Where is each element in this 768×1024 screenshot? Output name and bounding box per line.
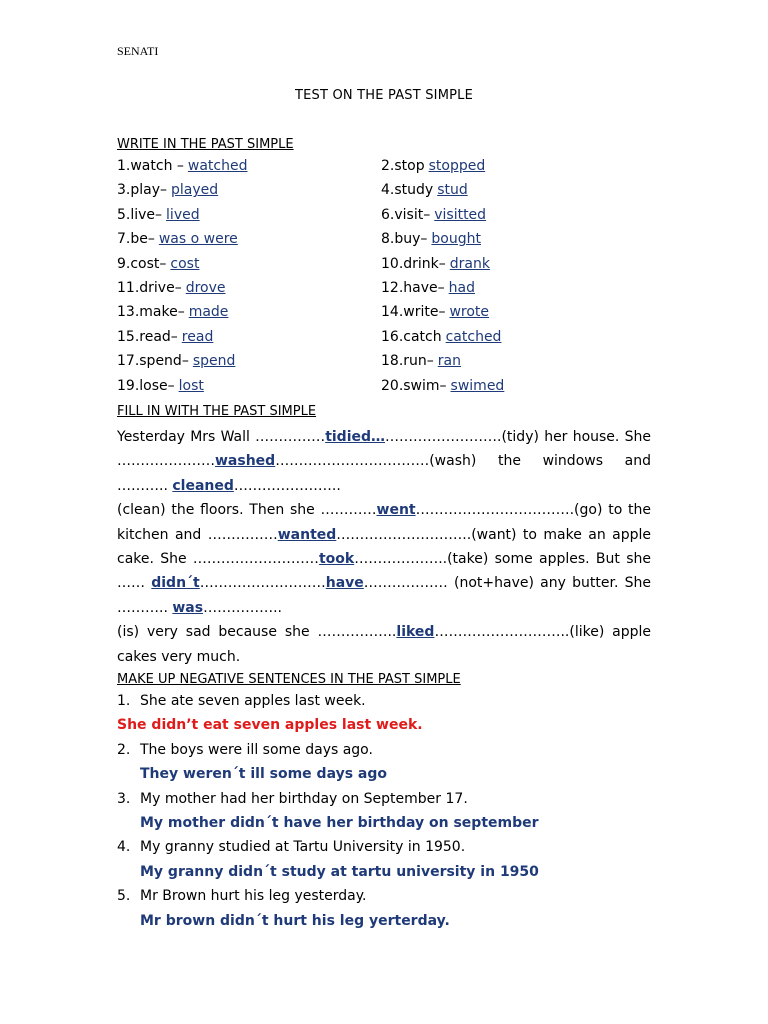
verb-prompt: 12.have– — [381, 279, 445, 296]
verb-answer: ran — [437, 353, 461, 370]
verb-prompt: 8.buy– — [381, 231, 428, 248]
verb-prompt: 2.stop — [381, 158, 425, 174]
verb-row — [117, 207, 657, 231]
fill-answer: didn´t — [151, 575, 200, 592]
fill-answer: wanted — [277, 526, 337, 543]
verb-pair-right — [381, 158, 485, 174]
fill-text: ………………………..(want) to make an apple cake. She ……………………… — [117, 526, 651, 568]
negative-sentences-list — [117, 693, 657, 937]
verb-answer: catched — [445, 328, 502, 345]
verb-prompt: 15.read– — [117, 328, 178, 345]
negative-item-question — [117, 693, 657, 717]
negative-answer: My mother didn´t have her birthday on september — [140, 814, 539, 831]
fill-text: ………………..(take) some apples. But she …… — [117, 551, 651, 592]
verb-answer: visitted — [434, 206, 487, 223]
document-header: SENATI — [117, 44, 159, 58]
verb-prompt: 10.drink– — [381, 255, 446, 272]
verb-pair-right — [381, 280, 475, 296]
fill-answer: have — [325, 575, 364, 592]
verb-prompt: 17.spend– — [117, 353, 189, 370]
verb-pair-right — [381, 207, 486, 223]
verb-pair-right — [381, 353, 461, 369]
question-text: The boys were ill some days ago. — [140, 741, 373, 758]
verb-row — [117, 378, 657, 402]
verb-prompt: 13.make– — [117, 304, 185, 321]
item-number: 5. — [117, 888, 131, 905]
question-text: My mother had her birthday on September 17. — [140, 790, 468, 807]
verb-pair-left — [117, 353, 235, 369]
verb-row — [117, 158, 657, 182]
verb-pair-right — [381, 256, 490, 272]
fill-answer: went — [376, 502, 416, 519]
section-heading-negative: MAKE UP NEGATIVE SENTENCES IN THE PAST SIMPLE — [117, 672, 461, 687]
negative-answer: She didn’t eat seven apples last week. — [117, 717, 423, 734]
verb-pair-left — [117, 182, 218, 198]
verb-grid — [117, 158, 657, 402]
verb-prompt: 6.visit– — [381, 206, 431, 223]
item-number: 3. — [117, 790, 131, 807]
verb-row — [117, 304, 657, 328]
verb-answer: watched — [187, 158, 248, 174]
verb-answer: was o were — [158, 231, 238, 248]
verb-answer: bought — [431, 231, 481, 248]
fill-answer: took — [318, 551, 355, 568]
verb-answer: drank — [449, 255, 490, 272]
verb-answer: stopped — [428, 158, 486, 174]
page-title: TEST ON THE PAST SIMPLE — [294, 88, 474, 103]
verb-prompt: 14.write– — [381, 304, 446, 321]
fill-in-paragraph — [117, 425, 651, 669]
fill-answer: liked — [396, 624, 435, 641]
verb-row — [117, 280, 657, 304]
fill-text: …………………….(tidy) her house. She ………………… — [117, 429, 652, 470]
verb-pair-left — [117, 207, 200, 223]
verb-prompt: 18.run– — [381, 353, 434, 370]
section-heading-write: WRITE IN THE PAST SIMPLE — [117, 137, 294, 152]
item-number: 1. — [117, 693, 131, 709]
verb-answer: spend — [192, 353, 236, 370]
verb-answer: swimed — [450, 377, 505, 394]
negative-item-question — [117, 791, 657, 815]
fill-text: (clean) the floors. Then she ………… — [117, 502, 377, 519]
verb-pair-left — [117, 280, 226, 296]
verb-pair-left — [117, 304, 228, 320]
verb-prompt: 5.live– — [117, 206, 163, 223]
fill-text: Yesterday Mrs Wall …………… — [117, 429, 326, 445]
section-heading-fill: FILL IN WITH THE PAST SIMPLE — [117, 404, 317, 419]
fill-answer: was — [172, 599, 204, 616]
verb-answer: cost — [170, 255, 200, 272]
verb-prompt: 9.cost– — [117, 255, 167, 272]
verb-pair-right — [381, 182, 468, 198]
verb-answer: lived — [166, 206, 200, 223]
verb-answer: played — [171, 182, 219, 199]
verb-pair-right — [381, 304, 489, 320]
negative-item-question — [117, 742, 657, 766]
verb-answer: drove — [185, 279, 226, 296]
fill-paragraph-3 — [117, 620, 651, 669]
verb-prompt: 4.study — [381, 182, 434, 199]
negative-item-question — [117, 888, 657, 912]
verb-prompt: 7.be– — [117, 231, 155, 248]
fill-text: …………………………….(go) to the kitchen and …………… — [117, 502, 651, 543]
fill-text: ………………….. — [233, 477, 341, 494]
question-text: Mr Brown hurt his leg yesterday. — [140, 888, 367, 905]
verb-pair-left — [117, 231, 238, 247]
verb-answer: lost — [178, 377, 204, 394]
question-text: She ate seven apples last week. — [140, 693, 366, 709]
fill-text: ………………………..(like) apple cakes very much. — [117, 624, 652, 665]
fill-text: ……………………………(wash) the windows and ……….. — [117, 453, 651, 494]
negative-answer: They weren´t ill some days ago — [140, 766, 388, 783]
negative-item-question — [117, 839, 657, 863]
fill-answer: tidied… — [325, 429, 386, 445]
verb-row — [117, 329, 657, 353]
verb-pair-right — [381, 329, 501, 345]
verb-pair-left — [117, 329, 213, 345]
verb-pair-left — [117, 158, 248, 174]
fill-answer: washed — [215, 453, 276, 470]
fill-text: …………….. — [203, 599, 282, 616]
item-number: 4. — [117, 839, 131, 856]
verb-row — [117, 256, 657, 280]
fill-text: ……………… (not+have) any butter. She ……….. — [117, 575, 652, 616]
verb-pair-left — [117, 256, 199, 272]
verb-pair-left — [117, 378, 204, 394]
verb-answer: made — [188, 304, 229, 321]
verb-row — [117, 353, 657, 377]
verb-prompt: 1.watch – — [117, 158, 184, 174]
verb-answer: stud — [437, 182, 468, 199]
verb-pair-right — [381, 231, 481, 247]
verb-prompt: 19.lose– — [117, 377, 175, 394]
verb-prompt: 16.catch — [381, 328, 442, 345]
verb-answer: wrote — [449, 304, 490, 321]
negative-answer: Mr brown didn´t hurt his leg yerterday. — [140, 912, 450, 929]
fill-text: (is) very sad because she …………….. — [117, 624, 397, 641]
item-number: 2. — [117, 741, 131, 758]
question-text: My granny studied at Tartu University in 1950. — [140, 839, 466, 856]
negative-answer: My granny didn´t study at tartu university in 1950 — [140, 863, 539, 880]
fill-paragraph-1 — [117, 425, 651, 498]
verb-prompt: 3.play– — [117, 182, 167, 199]
verb-pair-right — [381, 378, 504, 394]
verb-answer: had — [448, 279, 475, 296]
verb-answer: read — [181, 328, 214, 345]
fill-answer: cleaned — [172, 477, 234, 494]
verb-prompt: 11.drive– — [117, 279, 182, 296]
verb-row — [117, 231, 657, 255]
verb-row — [117, 182, 657, 206]
fill-text: ……………………… — [199, 575, 326, 592]
fill-paragraph-2 — [117, 498, 651, 620]
verb-prompt: 20.swim– — [381, 377, 447, 394]
